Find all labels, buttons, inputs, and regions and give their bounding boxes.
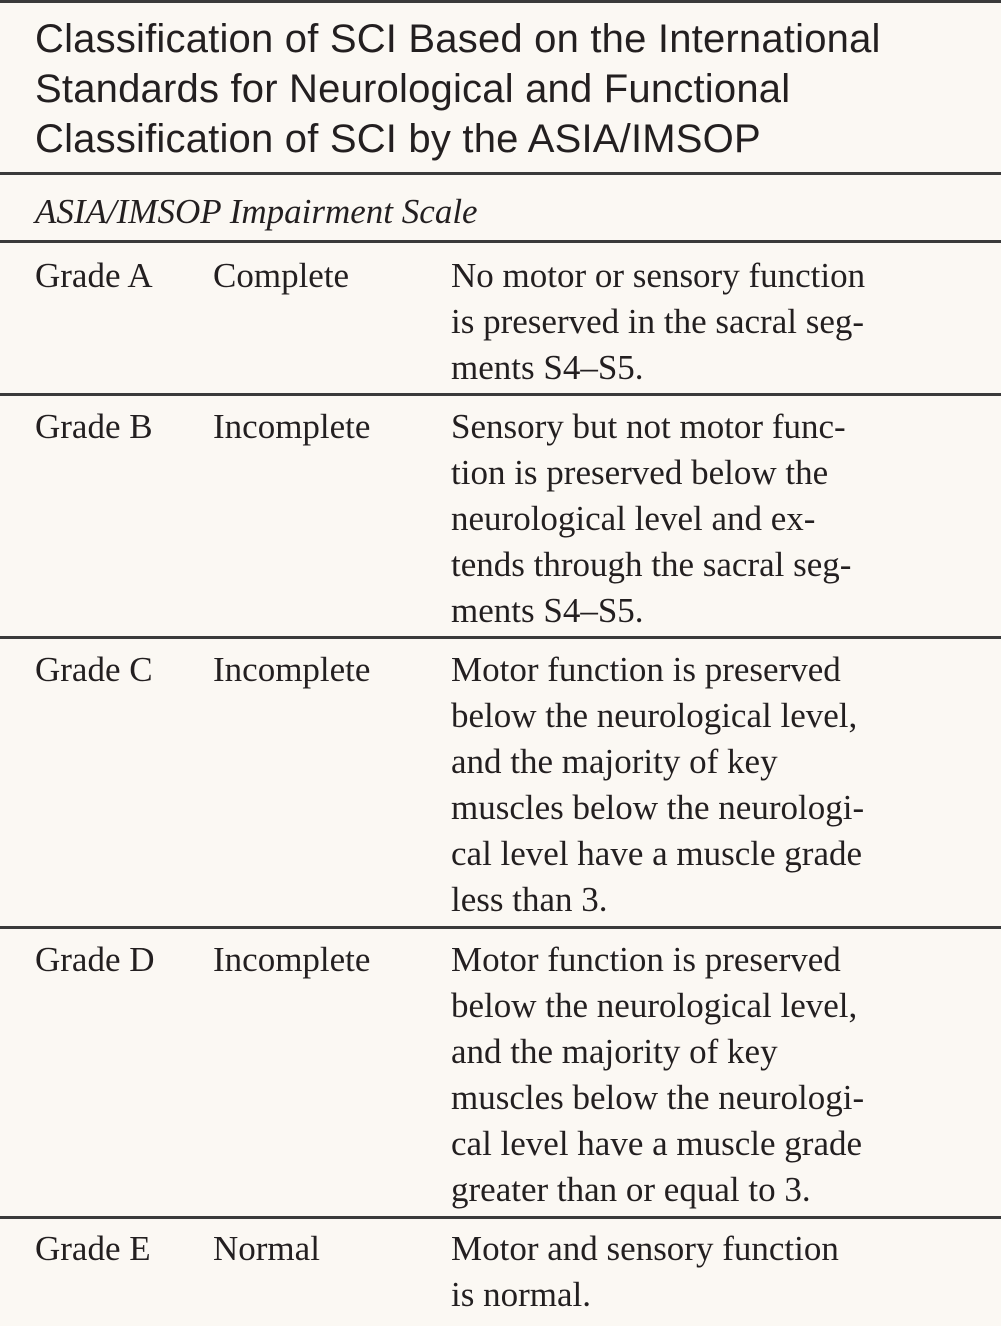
grade-cell: Grade E (35, 1229, 151, 1268)
grade-cell: Grade B (35, 407, 153, 446)
table-title (35, 14, 881, 164)
description-line: is preserved in the sacral seg- (451, 302, 865, 341)
row-rule (0, 636, 1001, 639)
description-line: and the majority of key (451, 1032, 778, 1071)
description-line: ments S4–S5. (451, 348, 644, 387)
row-rule (0, 926, 1001, 929)
description-line: muscles below the neurologi- (451, 788, 865, 827)
title-line: Standards for Neurological and Functional (35, 67, 791, 111)
grade-cell: Grade C (35, 650, 153, 689)
type-cell: Incomplete (213, 407, 371, 446)
type-cell: Complete (213, 256, 350, 295)
description-cell (451, 647, 864, 923)
description-line: greater than or equal to 3. (451, 1170, 811, 1209)
description-line: tion is preserved below the (451, 453, 829, 492)
description-line: tends through the sacral seg- (451, 545, 852, 584)
description-line: ments S4–S5. (451, 591, 644, 630)
description-cell (451, 404, 851, 634)
title-rule (0, 172, 1001, 175)
description-line: Sensory but not motor func- (451, 407, 846, 446)
description-line: cal level have a muscle grade (451, 1124, 863, 1163)
description-line: and the majority of key (451, 742, 778, 781)
description-cell (451, 937, 864, 1213)
description-line: Motor and sensory function (451, 1229, 839, 1268)
row-rule (0, 393, 1001, 396)
top-rule (0, 0, 1001, 3)
type-cell: Incomplete (213, 940, 371, 979)
description-line: neurological level and ex- (451, 499, 816, 538)
description-line: No motor or sensory function (451, 256, 866, 295)
description-cell (451, 1226, 839, 1318)
grade-cell: Grade D (35, 940, 155, 979)
description-line: below the neurological level, (451, 986, 858, 1025)
title-line: Classification of SCI by the ASIA/IMSOP (35, 117, 761, 161)
description-line: cal level have a muscle grade (451, 834, 863, 873)
description-line: Motor function is preserved (451, 650, 841, 689)
description-line: is normal. (451, 1275, 591, 1314)
subheading-rule (0, 240, 1001, 243)
description-line: Motor function is preserved (451, 940, 841, 979)
description-line: below the neurological level, (451, 696, 858, 735)
scale-subheading: ASIA/IMSOP Impairment Scale (35, 192, 478, 231)
type-cell: Normal (213, 1229, 320, 1268)
type-cell: Incomplete (213, 650, 371, 689)
grade-cell: Grade A (35, 256, 153, 295)
row-rule (0, 1216, 1001, 1219)
description-cell (451, 253, 865, 391)
title-line: Classification of SCI Based on the International (35, 17, 881, 61)
description-line: muscles below the neurologi- (451, 1078, 865, 1117)
description-line: less than 3. (451, 880, 608, 919)
